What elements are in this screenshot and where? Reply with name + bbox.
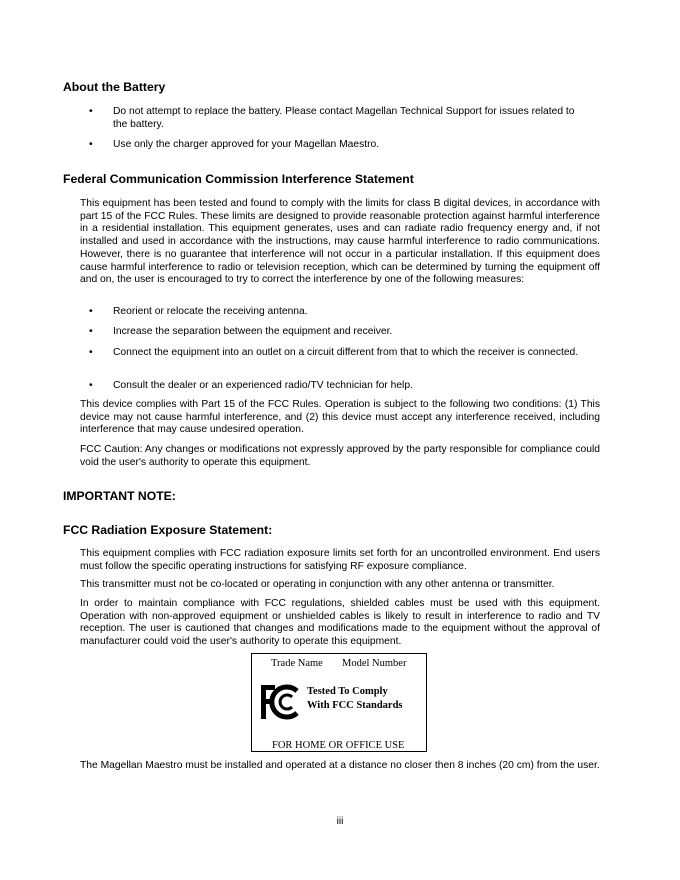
battery-heading: About the Battery xyxy=(63,80,166,94)
distance-note: The Magellan Maestro must be installed and operated at a distance no closer then 8 inches (20 cm) from the user. xyxy=(80,760,600,771)
fcc-interference-heading: Federal Communication Commission Interference Statement xyxy=(63,172,414,186)
home-office-label: FOR HOME OR OFFICE USE xyxy=(272,740,405,751)
radiation-para-2: This transmitter must not be co-located or operating in conjunction with any other antenna or transmitter. xyxy=(80,579,555,590)
page-number: iii xyxy=(336,816,344,827)
radiation-para-3: In order to maintain compliance with FCC regulations, shielded cables must be used with this equipment. Operation with non-approved equipment or unshielded cables is likely to result in interference to radio and TV reception. The user is cautioned that changes and modifications made to the equipment without the approval of manufacturer could void the user's authority to operate this equipment. xyxy=(80,598,600,648)
radiation-para-1: This equipment complies with FCC radiation exposure limits set forth for an uncontrolled environment. End users must follow the specific operating instructions for satisfying RF exposure compliance. xyxy=(80,548,600,572)
battery-bullet-1: • Do not attempt to replace the battery. Please contact Magellan Technical Support for issues related to the battery. xyxy=(113,106,583,131)
fcc-interference-intro: This equipment has been tested and found to comply with the limits for class B digital devices, in accordance with part 15 of the FCC Rules. These limits are designed to provide reasonable protection against harmful interference in a residential installation. This equipment generates, uses and can radiate radio frequency energy and, if not installed and used in accordance with the instructions, may cause harmful interference to radio communications. However, there is no guarantee that interference will not occur in a particular installation. If this equipment does cause harmful interference to radio or television reception, which can be determined by turning the equipment off and on, the user is encouraged to try to correct the interference by one of the following measures: xyxy=(80,198,600,286)
tested-line-1: Tested To Comply xyxy=(307,686,388,697)
radiation-heading: FCC Radiation Exposure Statement: xyxy=(63,523,273,537)
model-number-label: Model Number xyxy=(342,658,407,669)
measure-bullet-2: • Increase the separation between the equipment and receiver. xyxy=(113,326,583,339)
tested-line-2: With FCC Standards xyxy=(307,700,403,711)
fcc-compliance-label xyxy=(251,653,427,752)
fcc-logo-icon xyxy=(261,684,301,720)
battery-bullet-2: • Use only the charger approved for your Magellan Maestro. xyxy=(113,139,583,152)
measure-bullet-4: • Consult the dealer or an experienced radio/TV technician for help. xyxy=(113,380,583,393)
measure-bullet-3: • Connect the equipment into an outlet on a circuit different from that to which the receiver is connected. xyxy=(113,347,583,360)
measure-bullet-1: • Reorient or relocate the receiving antenna. xyxy=(113,306,583,319)
fcc-caution: FCC Caution: Any changes or modifications not expressly approved by the party responsible for compliance could void the user's authority to operate this equipment. xyxy=(80,444,600,468)
important-note-heading: IMPORTANT NOTE: xyxy=(63,489,176,503)
part15-statement: This device complies with Part 15 of the FCC Rules. Operation is subject to the following two conditions: (1) This device may not cause harmful interference, and (2) this device must accept any interference received, including interference that may cause undesired operation. xyxy=(80,399,600,436)
trade-name-label: Trade Name xyxy=(271,658,323,669)
